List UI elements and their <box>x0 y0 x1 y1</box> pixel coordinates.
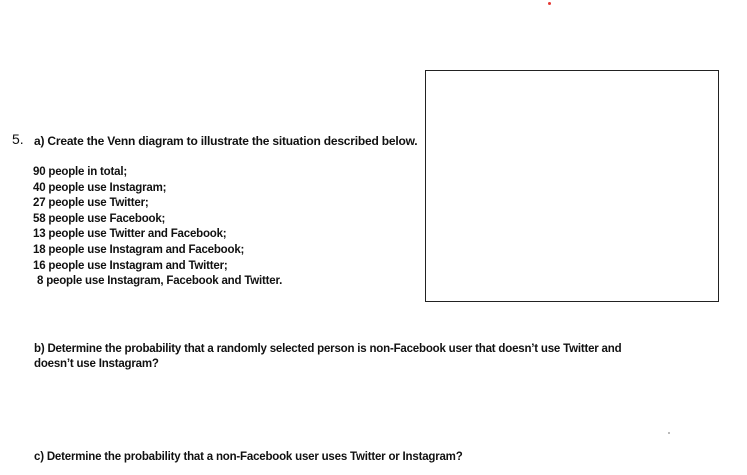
part-a-prompt: a) Create the Venn diagram to illustrate the situation described below. <box>34 134 418 148</box>
scan-speck <box>668 432 670 434</box>
fact-item: 18 people use Instagram and Facebook; <box>33 243 245 256</box>
fact-item: 8 people use Instagram, Facebook and Twitter. <box>37 275 283 288</box>
part-b-prompt: b) Determine the probability that a randomly selected person is non-Facebook user that doesn’t use Twitter and doesn’t use Instagram? <box>34 343 622 370</box>
fact-item: 27 people use Twitter; <box>33 197 149 210</box>
question-number: 5. <box>12 131 24 147</box>
red-dot-mark <box>548 2 551 5</box>
fact-item: 13 people use Twitter and Facebook; <box>33 228 227 241</box>
fact-item: 90 people in total; <box>33 166 127 178</box>
fact-item: 40 people use Instagram; <box>33 181 167 194</box>
part-c-prompt: c) Determine the probability that a non-Facebook user uses Twitter or Instagram? <box>34 451 463 463</box>
venn-diagram-answer-box[interactable] <box>425 70 719 302</box>
fact-item: 16 people use Instagram and Twitter; <box>33 259 228 272</box>
fact-item: 58 people use Facebook; <box>33 212 166 225</box>
fact-list <box>33 165 282 290</box>
